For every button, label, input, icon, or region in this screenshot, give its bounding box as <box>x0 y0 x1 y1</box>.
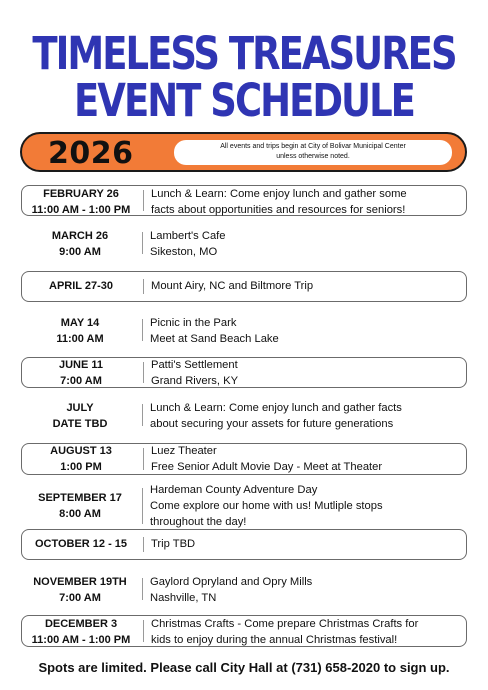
event-desc-line-1: Lunch & Learn: Come enjoy lunch and gather some <box>151 188 407 200</box>
event-row-august <box>21 443 467 475</box>
event-desc-line-2: Come explore our home with us! Mutliple stops <box>150 500 383 512</box>
event-date <box>22 357 140 389</box>
event-date-line-1: JUNE 11 <box>58 359 104 371</box>
event-desc-line-1: Luez Theater <box>151 445 217 457</box>
event-desc-line-2: Nashville, TN <box>150 592 217 604</box>
row-divider <box>143 362 144 383</box>
event-date-line-1: MARCH 26 <box>51 230 109 242</box>
row-divider <box>142 232 143 254</box>
event-date-line-2: 9:00 AM <box>59 246 101 258</box>
year-label: 2026 <box>48 136 134 171</box>
event-desc-line-2: about securing your assets for future generations <box>150 418 394 430</box>
footer-callout: Spots are limited. Please call City Hall at (731) 658-2020 to sign up. <box>38 660 450 675</box>
event-date-line-1: MAY 14 <box>60 317 100 329</box>
row-divider <box>143 620 144 642</box>
event-desc-line-2: Meet at Sand Beach Lake <box>150 333 279 345</box>
event-description <box>150 482 466 530</box>
event-date-line-1: OCTOBER 12 - 15 <box>34 538 128 550</box>
event-date <box>22 278 140 294</box>
row-divider <box>142 404 143 426</box>
location-note-line-1: All events and trips begin at City of Bolivar Municipal Center <box>220 143 406 150</box>
year-banner <box>20 132 467 172</box>
event-description <box>150 315 466 347</box>
event-date-line-2: 7:00 AM <box>59 592 101 604</box>
event-description <box>150 228 466 260</box>
event-row-april <box>21 271 467 302</box>
location-note-line-2: unless otherwise noted. <box>276 153 350 160</box>
row-divider <box>142 319 143 341</box>
event-row-february <box>21 185 467 216</box>
event-date-line-2: 8:00 AM <box>59 508 101 520</box>
event-date <box>22 443 140 475</box>
event-date-line-2: 1:00 PM <box>60 461 102 473</box>
event-row-december <box>21 615 467 647</box>
event-date-line-1: FEBRUARY 26 <box>43 188 119 200</box>
row-divider <box>143 448 144 470</box>
event-date <box>21 315 139 347</box>
event-desc-line-2: kids to enjoy during the annual Christmas festival! <box>151 634 398 646</box>
event-desc-line-1: Mount Airy, NC and Biltmore Trip <box>151 280 314 292</box>
event-desc-line-2: facts about opportunities and resources for seniors! <box>151 204 406 216</box>
event-date <box>21 490 139 522</box>
event-date-line-1: JULY <box>66 402 94 414</box>
location-note <box>174 140 452 165</box>
event-row-july <box>21 400 467 432</box>
event-row-october <box>21 529 467 560</box>
event-row-november <box>21 574 467 606</box>
event-desc-line-1: Hardeman County Adventure Day <box>150 484 318 496</box>
event-row-june <box>21 357 467 388</box>
event-date-line-1: NOVEMBER 19TH <box>33 576 127 588</box>
event-date <box>22 536 140 552</box>
event-desc-line-1: Lambert's Cafe <box>150 230 226 242</box>
row-divider <box>142 488 143 524</box>
event-date-line-1: AUGUST 13 <box>50 445 112 457</box>
event-description <box>150 400 466 432</box>
event-desc-line-1: Christmas Crafts - Come prepare Christmas Crafts for <box>151 618 419 630</box>
event-desc-line-2: Free Senior Adult Movie Day - Meet at Theater <box>151 461 383 473</box>
event-desc-line-3: throughout the day! <box>150 516 247 528</box>
event-desc-line-2: Sikeston, MO <box>150 246 218 258</box>
event-date-line-2: 7:00 AM <box>60 375 102 387</box>
event-row-march <box>21 228 467 260</box>
event-description <box>151 536 467 552</box>
row-divider <box>143 537 144 552</box>
event-date <box>21 400 139 432</box>
row-divider <box>143 190 144 211</box>
event-desc-line-1: Lunch & Learn: Come enjoy lunch and gather facts <box>150 402 402 414</box>
event-date-line-1: APRIL 27-30 <box>49 280 113 292</box>
title-line-2: EVENT SCHEDULE <box>74 74 414 127</box>
event-desc-line-1: Trip TBD <box>151 538 196 550</box>
event-description <box>151 357 467 389</box>
event-desc-line-1: Picnic in the Park <box>150 317 237 329</box>
event-description <box>151 443 467 475</box>
row-divider <box>142 578 143 600</box>
event-date <box>22 186 140 218</box>
event-date <box>21 574 139 606</box>
event-desc-line-1: Patti's Settlement <box>151 359 238 371</box>
event-row-september <box>21 482 467 530</box>
event-date-line-2: 11:00 AM <box>56 333 104 345</box>
event-desc-line-2: Grand Rivers, KY <box>151 375 239 387</box>
title-line-1: TIMELESS TREASURES <box>32 27 456 80</box>
event-date-line-2: DATE TBD <box>52 418 108 430</box>
event-desc-line-1: Gaylord Opryland and Opry Mills <box>150 576 313 588</box>
event-description <box>150 574 466 606</box>
event-description <box>151 616 467 648</box>
event-date-line-2: 11:00 AM - 1:00 PM <box>31 204 131 216</box>
event-row-may <box>21 315 467 347</box>
event-description <box>151 186 467 218</box>
event-date <box>21 228 139 260</box>
event-date-line-1: DECEMBER 3 <box>44 618 118 630</box>
event-date-line-1: SEPTEMBER 17 <box>38 492 122 504</box>
event-date-line-2: 11:00 AM - 1:00 PM <box>31 634 131 646</box>
event-description <box>151 278 467 294</box>
row-divider <box>143 279 144 294</box>
event-date <box>22 616 140 648</box>
